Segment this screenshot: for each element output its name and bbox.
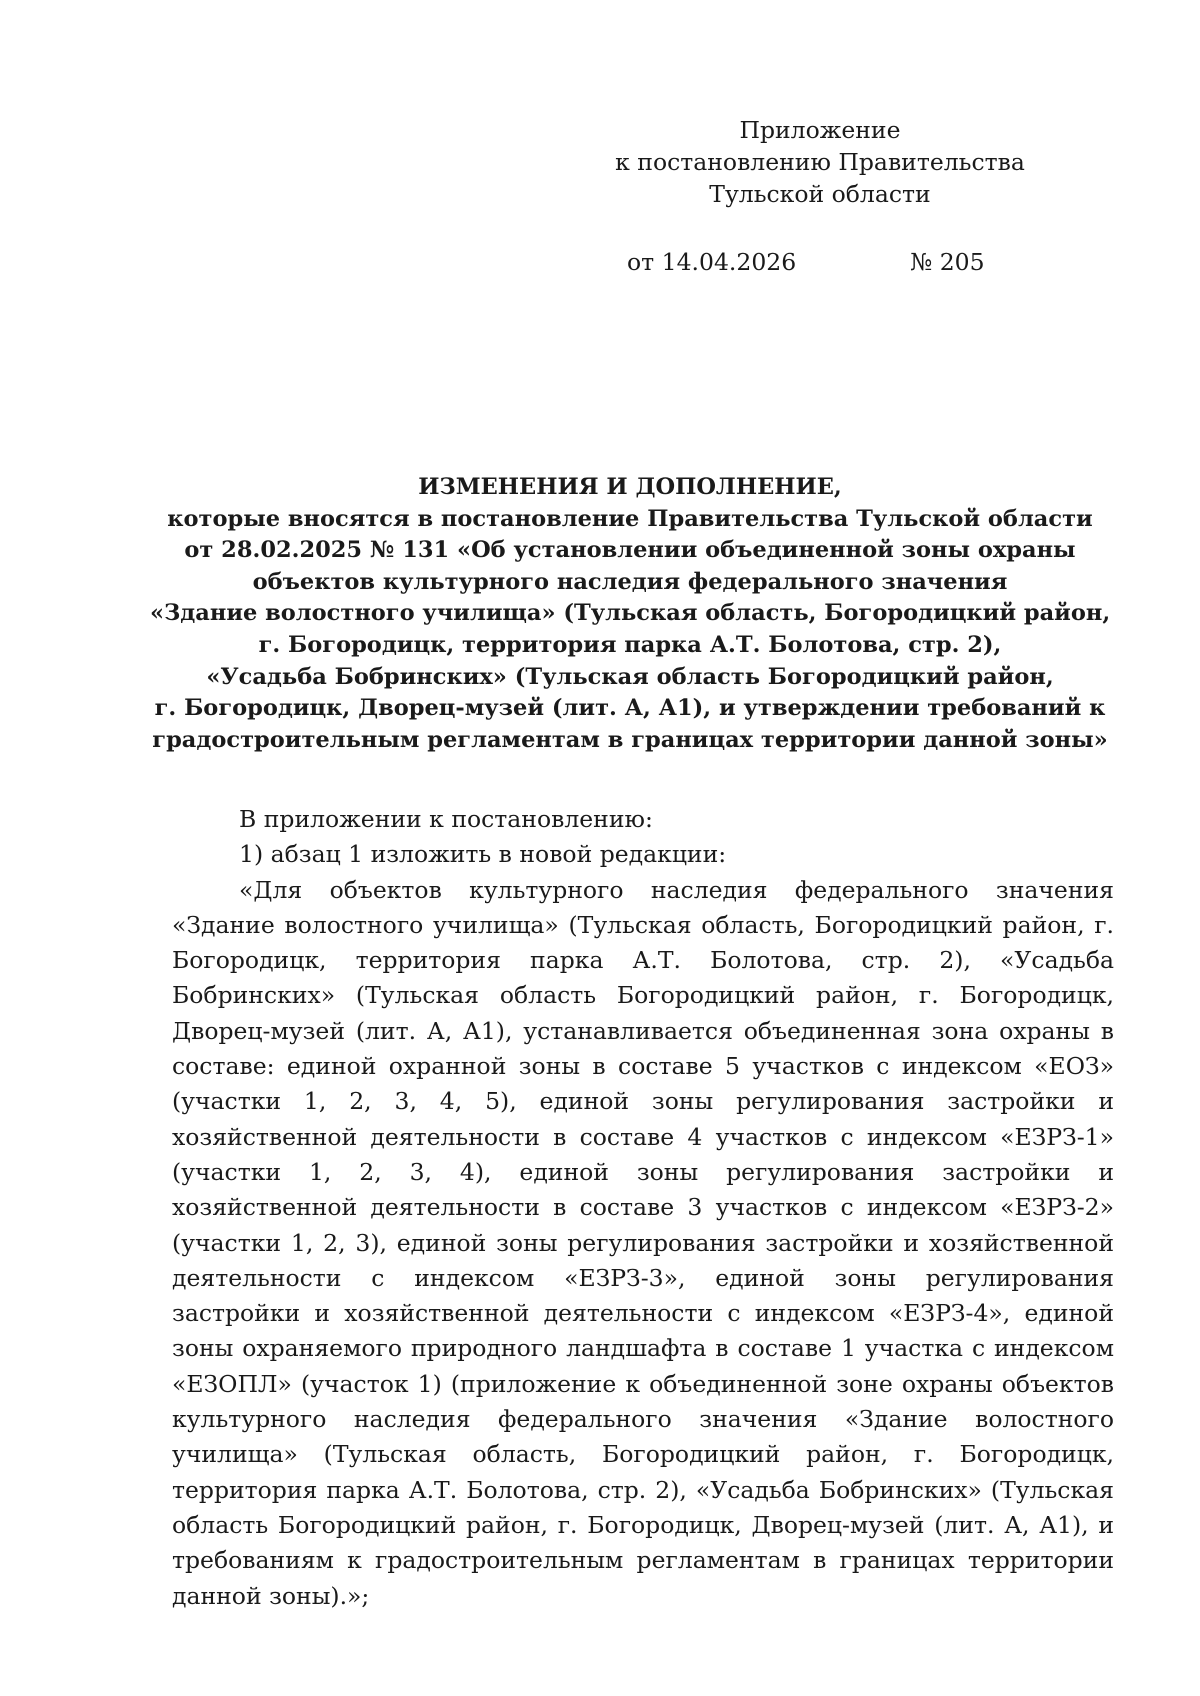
appendix-line-2: к постановлению Правительства — [615, 148, 1025, 176]
title-line: от 28.02.2025 № 131 «Об установлении объединенной зоны охраны — [184, 537, 1076, 564]
title-line: ИЗМЕНЕНИЯ И ДОПОЛНЕНИЕ, — [418, 474, 842, 500]
title-line: «Здание волостного училища» (Тульская область, Богородицкий район, — [150, 600, 1111, 627]
resolution-date: от 14.04.2026 — [627, 248, 797, 276]
title-line: градостроительным регламентам в границах территории данной зоны» — [152, 726, 1108, 753]
appendix-line-3: Тульской области — [709, 180, 931, 208]
document-title — [150, 472, 1110, 756]
document-body — [172, 802, 1114, 1614]
item-1-paragraph: 1) абзац 1 изложить в новой редакции: — [239, 840, 727, 869]
resolution-number: № 205 — [910, 248, 985, 276]
intro-paragraph: В приложении к постановлению: — [239, 805, 653, 833]
title-line: которые вносятся в постановление Правительства Тульской области — [167, 505, 1093, 532]
title-line: г. Богородицк, территория парка А.Т. Болотова, стр. 2), — [258, 631, 1002, 658]
title-line: «Усадьба Бобринских» (Тульская область Богородицкий район, — [206, 663, 1054, 690]
title-line: объектов культурного наследия федерального значения — [252, 568, 1008, 595]
appendix-line-1: Приложение — [739, 116, 901, 144]
appendix-header — [600, 114, 1040, 210]
title-line: г. Богородицк, Дворец-музей (лит. А, А1), и утверждении требований к — [154, 695, 1106, 722]
quoted-paragraph: «Для объектов культурного наследия федерального значения «Здание волостного училища» (Тульская область, Богородицкий район, г. Богородицк, территория парка А.Т. Болотова, стр. 2), «Усадьба Бобринских» (Тульская область Богородицкий район, г. Богородицк, Дворец-музей (лит. А, А1), устанавливается объединенная зона охраны в составе: единой охранной зоны в составе 5 участков с индексом «ЕОЗ» (участки 1, 2, 3, 4, 5), единой зоны регулирования застройки и хозяйственной деятельности в составе 4 участков с индексом «ЕЗРЗ-1» (участки 1, 2, 3, 4), единой зоны регулирования застройки и хозяйственной деятельности в составе 3 участков с индексом «ЕЗРЗ-2» (участки 1, 2, 3), единой зоны регулирования застройки и хозяйственной деятельности с индексом «ЕЗРЗ-3», единой зоны регулирования застройки и хозяйственной деятельности с индексом «ЕЗРЗ-4», единой зоны охраняемого природного ландшафта в составе 1 участка с индексом «ЕЗОПЛ» (участок 1) (приложение к объединенной зоне охраны объектов культурного наследия федерального значения «Здание волостного училища» (Тульская область, Богородицкий район, г. Богородицк, территория парка А.Т. Болотова, стр. 2), «Усадьба Бобринских» (Тульская область Богородицкий район, г. Богородицк, Дворец-музей (лит. А, А1), и требованиям к градостроительным регламентам в границах территории данной зоны).»; — [172, 875, 1114, 1610]
